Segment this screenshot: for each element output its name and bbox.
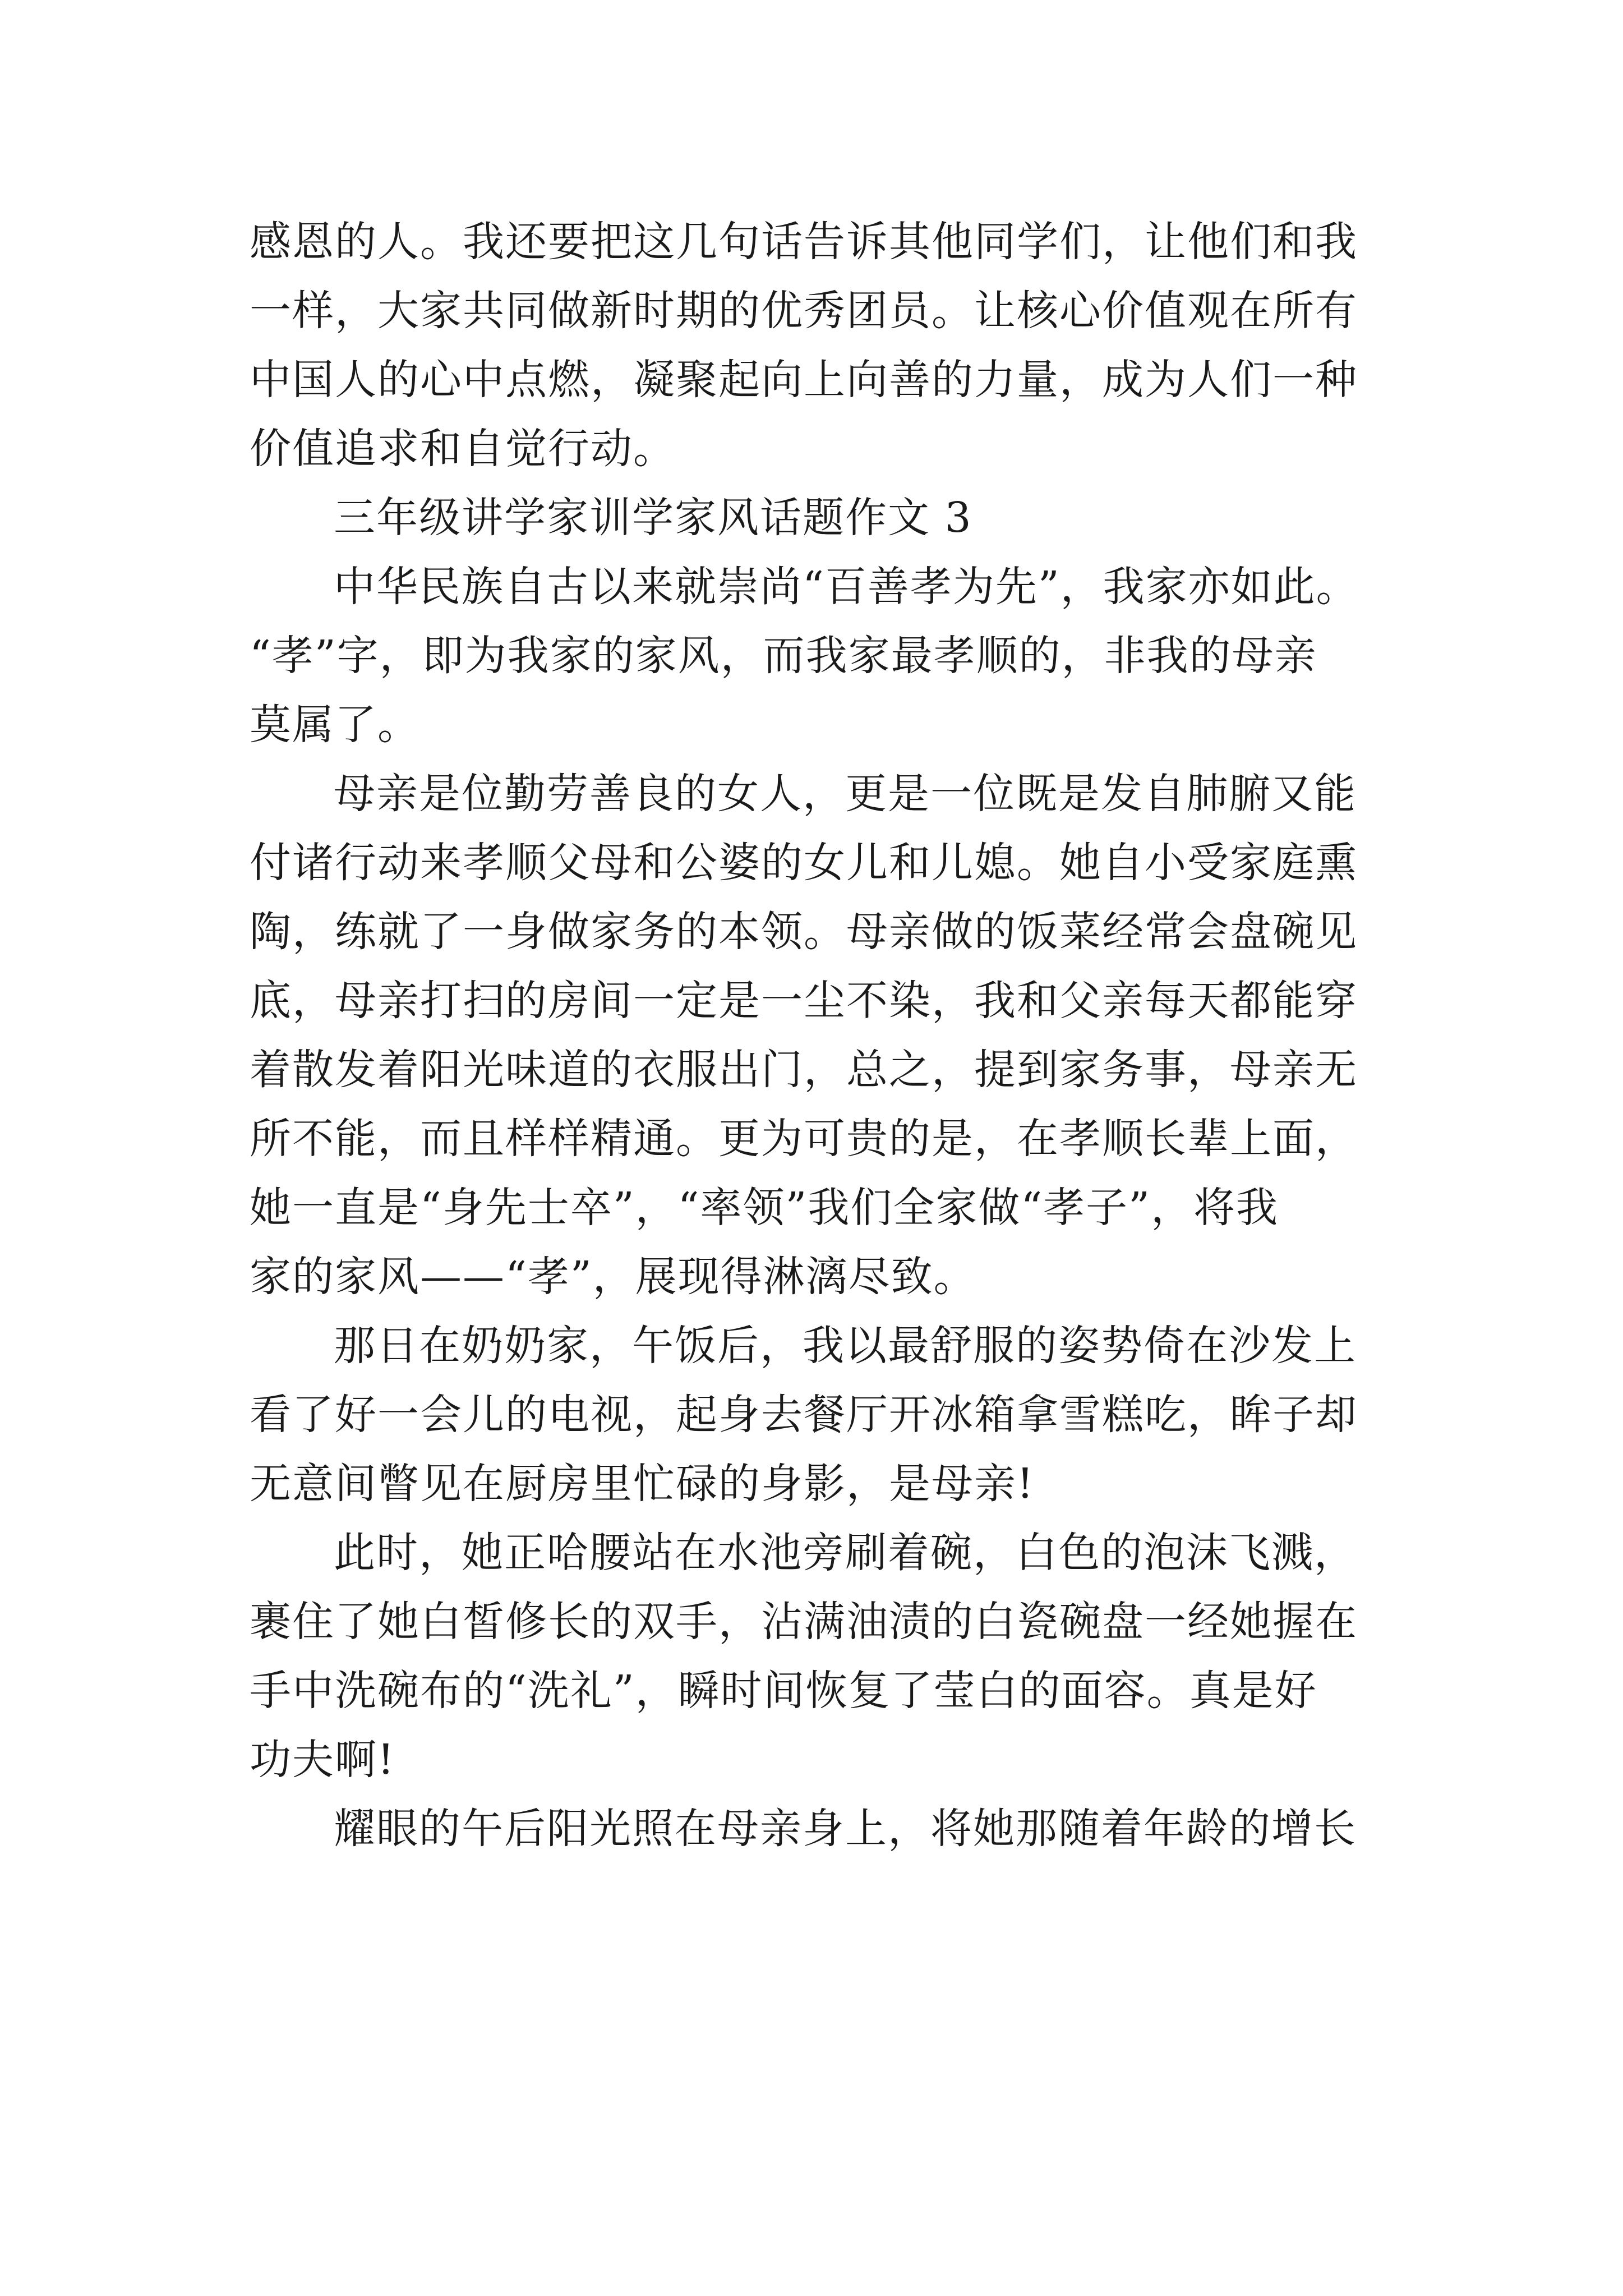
text-line: 陶，练就了一身做家务的本领。母亲做的饭菜经常会盘碗见 (250, 908, 1358, 956)
text-line: 耀眼的午后阳光照在母亲身上，将她那随着年龄的增长 (334, 1805, 1357, 1853)
text-line: “孝”字，即为我家的家风，而我家最孝顺的，非我的母亲 (250, 632, 1317, 680)
text-line: 无意间瞥见在厨房里忙碌的身影，是母亲! (250, 1460, 1035, 1508)
text-line: 裹住了她白皙修长的双手，沾满油渍的白瓷碗盘一经她握在 (250, 1598, 1358, 1646)
text-line: 价值追求和自觉行动。 (250, 425, 676, 473)
text-line: 底，母亲打扫的房间一定是一尘不染，我和父亲每天都能穿 (250, 977, 1358, 1025)
text-line: 着散发着阳光味道的衣服出门，总之，提到家务事，母亲无 (250, 1046, 1358, 1094)
text-line: 母亲是位勤劳善良的女人，更是一位既是发自肺腑又能 (334, 770, 1357, 818)
text-line: 看了好一会儿的电视，起身去餐厅开冰箱拿雪糕吃，眸子却 (250, 1391, 1358, 1439)
text-line: 那日在奶奶家，午饭后，我以最舒服的姿势倚在沙发上 (334, 1322, 1357, 1370)
text-line: 手中洗碗布的“洗礼”，瞬时间恢复了莹白的面容。真是好 (250, 1667, 1317, 1715)
text-line: 莫属了。 (250, 701, 420, 749)
text-line: 一样，大家共同做新时期的优秀团员。让核心价值观在所有 (250, 287, 1358, 335)
document-body (250, 208, 1438, 1864)
text-line: 感恩的人。我还要把这几句话告诉其他同学们，让他们和我 (250, 218, 1358, 266)
text-line: 她一直是“身先士卒”，“率领”我们全家做“孝子”，将我 (250, 1184, 1279, 1232)
text-line: 此时，她正哈腰站在水池旁刷着碗，白色的泡沫飞溅， (334, 1529, 1357, 1577)
text-line: 功夫啊! (250, 1736, 395, 1784)
section-heading: 三年级讲学家训学家风话题作文 3 (334, 494, 972, 542)
text-line: 中国人的心中点燃，凝聚起向上向善的力量，成为人们一种 (250, 356, 1358, 404)
text-line: 中华民族自古以来就崇尚“百善孝为先”，我家亦如此。 (334, 563, 1359, 611)
text-line: 付诸行动来孝顺父母和公婆的女儿和儿媳。她自小受家庭熏 (250, 839, 1358, 887)
text-line: 所不能，而且样样精通。更为可贵的是，在孝顺长辈上面， (250, 1115, 1358, 1163)
text-line: 家的家风——“孝”，展现得淋漓尽致。 (250, 1253, 976, 1301)
